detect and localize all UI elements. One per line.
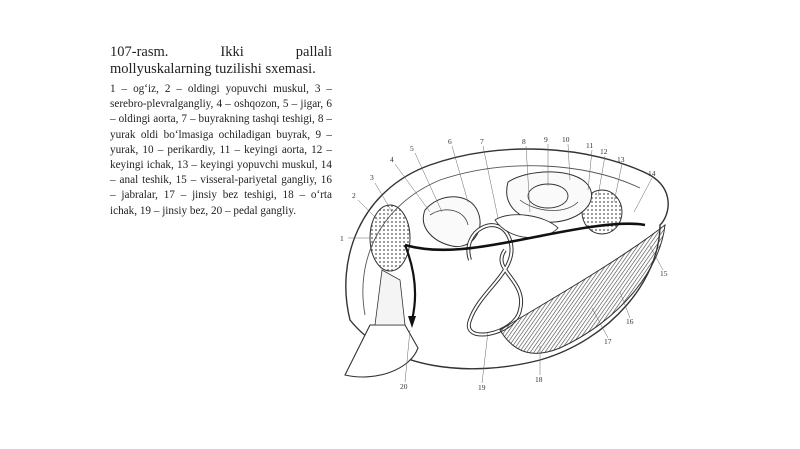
label-4: 4 (390, 155, 394, 164)
anterior-adductor-muscle (370, 205, 410, 271)
label-15: 15 (660, 269, 668, 278)
figure-caption (110, 44, 332, 219)
label-18: 18 (535, 375, 543, 384)
gills (500, 225, 665, 353)
label-9: 9 (544, 135, 548, 144)
label-13: 13 (617, 155, 625, 164)
label-1: 1 (340, 234, 344, 243)
label-7: 7 (480, 137, 484, 146)
caption-title: 107-rasm. Ikki pallali mollyuskalarning tuzilishi sxemasi. (110, 44, 332, 77)
label-5: 5 (410, 144, 414, 153)
label-2: 2 (352, 191, 356, 200)
label-14: 14 (648, 169, 656, 178)
label-10: 10 (562, 135, 570, 144)
label-12: 12 (600, 147, 608, 156)
label-6: 6 (448, 137, 452, 146)
label-16: 16 (626, 317, 634, 326)
label-20: 20 (400, 382, 408, 391)
caption-legend: 1 – og‘iz, 2 – oldingi yopuvchi muskul, 3 – serebro-plevralgangliy, 4 – oshqozon, 5 – jigar, 6 – oldingi aorta, 7 – buyrakning tashqi teshigi, 8 – yurak oldi bo‘lmasiga ochiladigan buyrak, 9 – yurak, 10 – perikardiy, 11 – keyingi aorta, 12 – keyingi ichak, 13 – keyingi yopuvchi muskul, 14 – anal teshik, 15 – visseral-pariyetal gangliy, 16 – jabralar, 17 – jinsiy bez teshigi, 18 – o‘rta ichak, 19 – jinsiy bez, 20 – pedal gangliy. (110, 83, 332, 217)
label-3: 3 (370, 173, 374, 182)
label-8: 8 (522, 137, 526, 146)
label-19: 19 (478, 383, 486, 392)
label-17: 17 (604, 337, 612, 346)
bivalve-anatomy-diagram (330, 120, 700, 400)
label-11: 11 (586, 141, 594, 150)
